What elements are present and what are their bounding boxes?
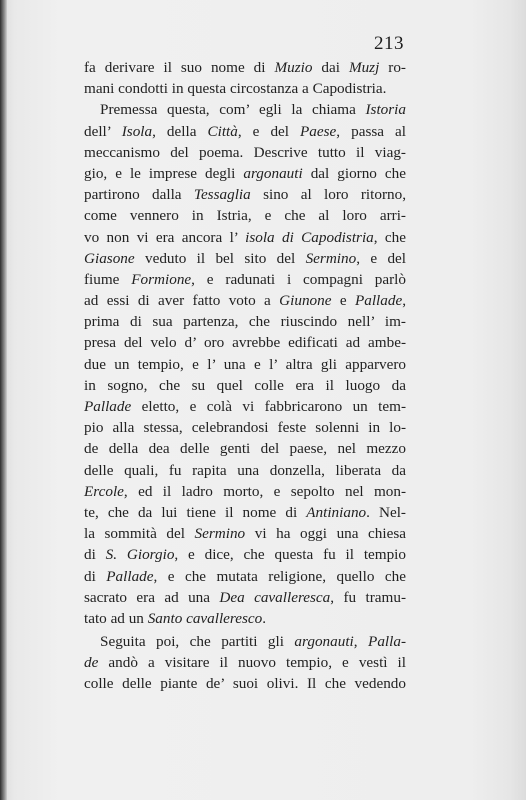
text-line: partirono dalla Tessaglia sino al loro ritorno, — [84, 186, 407, 204]
text-line: vo non vi era ancora l’ isola di Capodistria, che — [84, 228, 406, 246]
text-line: delle quali, fu rapita una donzella, liberata da — [84, 461, 406, 479]
text-line: te, che da lui tiene il nome di Antiniano. Nel- — [84, 503, 406, 521]
book-spine-shadow — [0, 0, 7, 800]
text-line: de della dea delle genti del paese, nel mezzo — [84, 440, 406, 458]
text-line: de andò a visitare il nuovo tempio, e vestì il — [84, 654, 406, 672]
text-line: in sogno, che su quel colle era il luogo da — [84, 376, 406, 394]
text-line: presa del velo d’ oro avrebbe edificati ad ambe- — [84, 334, 406, 352]
text-line: Pallade eletto, e colà vi fabbricarono un tem- — [84, 398, 406, 415]
text-line: tato ad un Santo cavalleresco. — [84, 609, 267, 627]
text-line: la sommità del Sermino vi ha oggi una chiesa — [84, 525, 407, 543]
text-line: Ercole, ed il ladro morto, e sepolto nel mon- — [84, 482, 406, 500]
text-line: dell’ Isola, della Città, e del Paese, passa al — [84, 122, 406, 140]
text-line: di Pallade, e che mutata religione, quello che — [84, 567, 406, 585]
text-line: sacrato era ad una Dea cavalleresca, fu tramu- — [84, 588, 407, 606]
text-line: colle delle piante de’ suoi olivi. Il che vedendo — [84, 675, 406, 693]
text-line: meccanismo del poema. Descrive tutto il viag- — [84, 143, 406, 161]
text-line: gio, e le imprese degli argonauti dal giorno che — [84, 164, 406, 182]
text-line: Premessa questa, com’ egli la chiama Istoria — [100, 101, 406, 119]
text-line: Giasone veduto il bel sito del Sermino, e del — [84, 249, 407, 267]
text-line: prima di sua partenza, che riuscindo nell’ im- — [84, 313, 406, 331]
text-line: due un tempio, e l’ una e l’ altra gli apparvero — [84, 355, 406, 373]
body-text — [84, 57, 406, 695]
text-line: fiume Formione, e radunati i compagni parlò — [84, 270, 406, 288]
text-line: mani condotti in questa circostanza a Capodistria. — [84, 80, 387, 98]
page-number: 213 — [374, 33, 404, 54]
text-line: di S. Giorgio, e dice, che questa fu il tempio — [84, 546, 406, 564]
text-line: Seguita poi, che partiti gli argonauti, Palla- — [100, 633, 407, 651]
text-line: come vennero in Istria, e che al loro arri- — [84, 207, 406, 225]
text-line: fa derivare il suo nome di Muzio dai Muzj ro- — [84, 59, 406, 76]
text-line: pio alla stessa, celebrandosi feste solenni in lo- — [84, 419, 406, 437]
text-line: ad essi di aver fatto voto a Giunone e Pallade, — [84, 292, 406, 310]
